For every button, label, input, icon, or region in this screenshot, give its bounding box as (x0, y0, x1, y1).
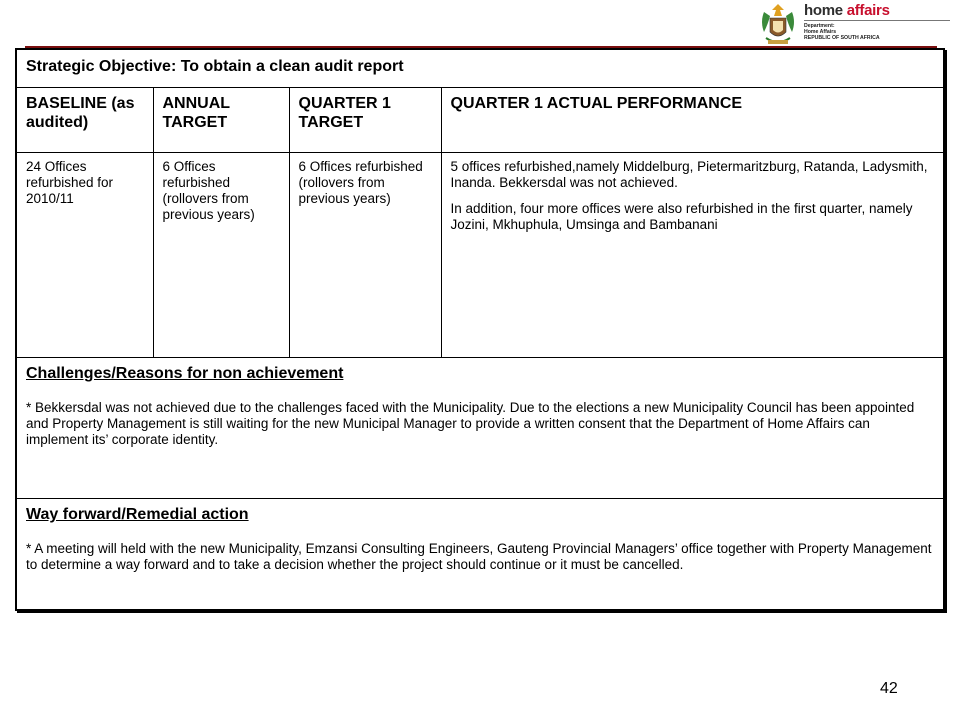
way-forward-body: * A meeting will held with the new Municipality, Emzansi Consulting Engineers, Gauteng Provincial Managers’ office together with Property Management to determine a way forward and to take a decision whether the project should continue or it must be cancelled. (26, 541, 932, 572)
home-affairs-logo (758, 2, 958, 48)
strategic-objective: Strategic Objective: To obtain a clean audit report (16, 49, 944, 88)
logo-divider (804, 20, 950, 21)
cell-q1-actual (441, 153, 944, 358)
cell-baseline: 24 Offices refurbished for 2010/11 (16, 153, 153, 358)
performance-table (15, 48, 945, 611)
challenges-title: Challenges/Reasons for non achievement (26, 365, 344, 382)
logo-brand: home affairs (804, 2, 890, 19)
challenges-cell (16, 358, 944, 499)
header-q1-actual: QUARTER 1 ACTUAL PERFORMANCE (441, 88, 944, 153)
page-number: 42 (880, 680, 898, 697)
way-forward-title: Way forward/Remedial action (26, 506, 249, 523)
header-baseline: BASELINE (as audited) (16, 88, 153, 153)
objective-row (16, 49, 944, 88)
q1-actual-paragraph-1: 5 offices refurbished,namely Middelburg, Pietermaritzburg, Ratanda, Ladysmith, Inanda. Bekkersdal was not achieved. (450, 159, 928, 190)
q1-actual-paragraph-2: In addition, four more offices were also refurbished in the first quarter, namely Jozini, Mkhuphula, Umsinga and Bambanani (450, 201, 913, 232)
cell-annual-target: 6 Offices refurbished (rollovers from previous years) (153, 153, 289, 358)
logo-department-name: Home Affairs (804, 29, 837, 35)
challenges-row (16, 358, 944, 499)
logo-department-label: Department: (804, 23, 835, 29)
header-row (16, 88, 944, 153)
header-q1-target: QUARTER 1 TARGET (289, 88, 441, 153)
challenges-body: * Bekkersdal was not achieved due to the challenges faced with the Municipality. Due to the elections a new Municipality Council has been appointed and Property Management is still waiting for the new Municipal Manager to provide a written consent that the Department of Home Affairs can implement its’ corporate identity. (26, 400, 915, 447)
logo-country: REPUBLIC OF SOUTH AFRICA (804, 35, 880, 41)
cell-q1-target: 6 Offices refurbished (rollovers from previous years) (289, 153, 441, 358)
way-forward-row (16, 499, 944, 611)
header-annual-target: ANNUAL TARGET (153, 88, 289, 153)
way-forward-cell (16, 499, 944, 611)
data-row (16, 153, 944, 358)
coat-of-arms-icon (758, 2, 798, 48)
